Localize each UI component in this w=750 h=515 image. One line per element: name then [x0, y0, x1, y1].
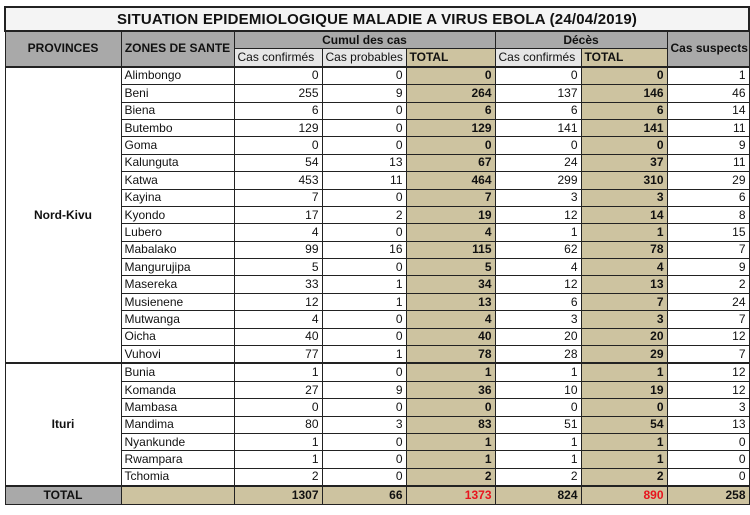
- header-cumul: Cumul des cas: [234, 31, 495, 49]
- cell-cas-suspects: 2: [667, 276, 749, 293]
- zone-name: Mabalako: [121, 241, 234, 258]
- cell-deces-total: 6: [581, 102, 667, 119]
- cell-deces-confirmes: 137: [495, 85, 581, 102]
- cell-cumul-total: 0: [406, 67, 495, 85]
- cell-cas-suspects: 46: [667, 85, 749, 102]
- cell-cumul-total: 2: [406, 468, 495, 486]
- cell-cumul-total: 264: [406, 85, 495, 102]
- cell-cas-suspects: 1: [667, 67, 749, 85]
- cell-cas-suspects: 12: [667, 328, 749, 345]
- province-name: Nord-Kivu: [5, 67, 121, 364]
- cell-cas-confirmes: 129: [234, 119, 322, 136]
- cell-cas-probables: 0: [322, 433, 406, 450]
- cell-cumul-total: 40: [406, 328, 495, 345]
- zone-name: Kyondo: [121, 206, 234, 223]
- cell-cumul-total: 1: [406, 451, 495, 468]
- header-cumul-confirmes: Cas confirmés: [234, 49, 322, 67]
- cell-deces-confirmes: 62: [495, 241, 581, 258]
- header-deces: Décès: [495, 31, 667, 49]
- cell-deces-total: 13: [581, 276, 667, 293]
- cell-cumul-total: 0: [406, 399, 495, 416]
- header-cumul-probables: Cas probables: [322, 49, 406, 67]
- grand-total-suspects: 258: [667, 486, 749, 504]
- cell-cumul-total: 83: [406, 416, 495, 433]
- cell-deces-total: 1: [581, 433, 667, 450]
- cell-cas-probables: 1: [322, 346, 406, 364]
- grand-total-zone: [121, 486, 234, 504]
- cell-deces-confirmes: 1: [495, 433, 581, 450]
- zone-name: Alimbongo: [121, 67, 234, 85]
- zone-name: Beni: [121, 85, 234, 102]
- zone-name: Nyankunde: [121, 433, 234, 450]
- zone-name: Butembo: [121, 119, 234, 136]
- cell-deces-confirmes: 3: [495, 189, 581, 206]
- cell-cumul-total: 0: [406, 137, 495, 154]
- cell-cas-probables: 0: [322, 363, 406, 381]
- zone-name: Mangurujipa: [121, 259, 234, 276]
- header-deces-total: TOTAL: [581, 49, 667, 67]
- cell-cumul-total: 115: [406, 241, 495, 258]
- cell-cas-probables: 0: [322, 451, 406, 468]
- cell-deces-total: 310: [581, 172, 667, 189]
- cell-cumul-total: 129: [406, 119, 495, 136]
- cell-cas-confirmes: 453: [234, 172, 322, 189]
- cell-deces-total: 20: [581, 328, 667, 345]
- cell-cas-confirmes: 80: [234, 416, 322, 433]
- cell-deces-total: 37: [581, 154, 667, 171]
- cell-cas-probables: 0: [322, 399, 406, 416]
- cell-cas-confirmes: 1: [234, 433, 322, 450]
- cell-deces-total: 1: [581, 451, 667, 468]
- cell-cumul-total: 1: [406, 433, 495, 450]
- cell-cas-probables: 0: [322, 119, 406, 136]
- cell-cumul-total: 67: [406, 154, 495, 171]
- cell-cas-suspects: 0: [667, 451, 749, 468]
- cell-cas-probables: 1: [322, 276, 406, 293]
- zone-name: Mandima: [121, 416, 234, 433]
- cell-cas-confirmes: 99: [234, 241, 322, 258]
- cell-cumul-total: 36: [406, 381, 495, 398]
- zone-name: Oicha: [121, 328, 234, 345]
- zone-name: Komanda: [121, 381, 234, 398]
- cell-deces-confirmes: 6: [495, 293, 581, 310]
- cell-cas-probables: 0: [322, 224, 406, 241]
- cell-deces-total: 0: [581, 67, 667, 85]
- cell-deces-total: 0: [581, 399, 667, 416]
- cell-cas-probables: 1: [322, 293, 406, 310]
- cell-cas-suspects: 7: [667, 311, 749, 328]
- cell-cas-confirmes: 5: [234, 259, 322, 276]
- cell-deces-total: 54: [581, 416, 667, 433]
- cell-cumul-total: 34: [406, 276, 495, 293]
- cell-deces-total: 0: [581, 137, 667, 154]
- cell-cas-probables: 13: [322, 154, 406, 171]
- cell-cumul-total: 5: [406, 259, 495, 276]
- grand-total-confirmes: 1307: [234, 486, 322, 504]
- zone-name: Vuhovi: [121, 346, 234, 364]
- cell-cas-suspects: 15: [667, 224, 749, 241]
- cell-cas-suspects: 6: [667, 189, 749, 206]
- cell-deces-confirmes: 24: [495, 154, 581, 171]
- cell-cas-confirmes: 4: [234, 311, 322, 328]
- zone-name: Mambasa: [121, 399, 234, 416]
- zone-name: Tchomia: [121, 468, 234, 486]
- cell-cas-suspects: 7: [667, 241, 749, 258]
- cell-cas-probables: 9: [322, 85, 406, 102]
- cell-cas-suspects: 12: [667, 363, 749, 381]
- cell-cas-probables: 0: [322, 311, 406, 328]
- cell-deces-confirmes: 141: [495, 119, 581, 136]
- cell-cas-suspects: 7: [667, 346, 749, 364]
- cell-cas-confirmes: 27: [234, 381, 322, 398]
- cell-cas-confirmes: 12: [234, 293, 322, 310]
- cell-cas-suspects: 14: [667, 102, 749, 119]
- zone-name: Bunia: [121, 363, 234, 381]
- grand-total-deces: 890: [581, 486, 667, 504]
- cell-cumul-total: 7: [406, 189, 495, 206]
- zone-name: Rwampara: [121, 451, 234, 468]
- ebola-situation-table-container: [4, 6, 748, 505]
- cell-deces-total: 4: [581, 259, 667, 276]
- cell-cas-suspects: 24: [667, 293, 749, 310]
- cell-deces-total: 146: [581, 85, 667, 102]
- grand-total-probables: 66: [322, 486, 406, 504]
- cell-deces-confirmes: 12: [495, 206, 581, 223]
- cell-deces-total: 29: [581, 346, 667, 364]
- cell-cas-confirmes: 7: [234, 189, 322, 206]
- cell-cumul-total: 19: [406, 206, 495, 223]
- zone-name: Mutwanga: [121, 311, 234, 328]
- cell-cas-suspects: 11: [667, 119, 749, 136]
- cell-deces-confirmes: 2: [495, 468, 581, 486]
- cell-deces-confirmes: 10: [495, 381, 581, 398]
- cell-cas-confirmes: 6: [234, 102, 322, 119]
- cell-cas-probables: 0: [322, 67, 406, 85]
- cell-cas-confirmes: 0: [234, 399, 322, 416]
- cell-cas-probables: 0: [322, 328, 406, 345]
- zone-name: Biena: [121, 102, 234, 119]
- cell-deces-confirmes: 1: [495, 451, 581, 468]
- cell-cas-confirmes: 4: [234, 224, 322, 241]
- cell-cas-suspects: 9: [667, 137, 749, 154]
- cell-cas-suspects: 3: [667, 399, 749, 416]
- cell-cas-confirmes: 1: [234, 451, 322, 468]
- cell-cas-confirmes: 0: [234, 67, 322, 85]
- cell-deces-confirmes: 299: [495, 172, 581, 189]
- province-name: Ituri: [5, 363, 121, 486]
- cell-cas-probables: 0: [322, 189, 406, 206]
- cell-cas-confirmes: 255: [234, 85, 322, 102]
- cell-cas-probables: 3: [322, 416, 406, 433]
- ebola-situation-table: [4, 6, 750, 505]
- grand-total-label: TOTAL: [5, 486, 121, 504]
- cell-deces-total: 3: [581, 311, 667, 328]
- cell-cumul-total: 78: [406, 346, 495, 364]
- header-suspects: Cas suspects: [667, 31, 749, 67]
- cell-cas-probables: 16: [322, 241, 406, 258]
- cell-cas-probables: 11: [322, 172, 406, 189]
- cell-deces-total: 3: [581, 189, 667, 206]
- zone-name: Katwa: [121, 172, 234, 189]
- cell-cas-confirmes: 33: [234, 276, 322, 293]
- cell-cas-probables: 9: [322, 381, 406, 398]
- cell-cas-suspects: 11: [667, 154, 749, 171]
- header-zones: ZONES DE SANTE: [121, 31, 234, 67]
- zone-name: Masereka: [121, 276, 234, 293]
- cell-cumul-total: 4: [406, 224, 495, 241]
- grand-total-row: [5, 486, 749, 504]
- cell-deces-confirmes: 28: [495, 346, 581, 364]
- cell-deces-confirmes: 3: [495, 311, 581, 328]
- cell-cas-suspects: 29: [667, 172, 749, 189]
- cell-cas-suspects: 13: [667, 416, 749, 433]
- cell-cas-probables: 2: [322, 206, 406, 223]
- table-body: [5, 67, 749, 486]
- cell-cumul-total: 13: [406, 293, 495, 310]
- cell-deces-total: 141: [581, 119, 667, 136]
- cell-deces-confirmes: 51: [495, 416, 581, 433]
- cell-deces-confirmes: 0: [495, 399, 581, 416]
- cell-deces-total: 1: [581, 224, 667, 241]
- cell-deces-total: 78: [581, 241, 667, 258]
- cell-cas-probables: 0: [322, 259, 406, 276]
- table-row: [5, 67, 749, 85]
- cell-deces-total: 1: [581, 363, 667, 381]
- cell-deces-total: 19: [581, 381, 667, 398]
- zone-name: Goma: [121, 137, 234, 154]
- zone-name: Musienene: [121, 293, 234, 310]
- cell-cumul-total: 464: [406, 172, 495, 189]
- zone-name: Kalunguta: [121, 154, 234, 171]
- cell-cas-suspects: 8: [667, 206, 749, 223]
- cell-cumul-total: 4: [406, 311, 495, 328]
- cell-cas-confirmes: 54: [234, 154, 322, 171]
- header-provinces: PROVINCES: [5, 31, 121, 67]
- cell-cumul-total: 6: [406, 102, 495, 119]
- cell-cas-probables: 0: [322, 137, 406, 154]
- header-cumul-total: TOTAL: [406, 49, 495, 67]
- cell-deces-confirmes: 0: [495, 137, 581, 154]
- grand-total-deces-confirmes: 824: [495, 486, 581, 504]
- zone-name: Lubero: [121, 224, 234, 241]
- zone-name: Kayina: [121, 189, 234, 206]
- cell-deces-total: 7: [581, 293, 667, 310]
- cell-cas-confirmes: 2: [234, 468, 322, 486]
- cell-deces-confirmes: 6: [495, 102, 581, 119]
- cell-cas-confirmes: 17: [234, 206, 322, 223]
- cell-cas-confirmes: 1: [234, 363, 322, 381]
- cell-deces-confirmes: 12: [495, 276, 581, 293]
- cell-cas-confirmes: 40: [234, 328, 322, 345]
- grand-total-cumul: 1373: [406, 486, 495, 504]
- cell-cas-probables: 0: [322, 102, 406, 119]
- cell-deces-total: 2: [581, 468, 667, 486]
- cell-cas-confirmes: 77: [234, 346, 322, 364]
- cell-deces-confirmes: 4: [495, 259, 581, 276]
- cell-cas-suspects: 0: [667, 433, 749, 450]
- cell-deces-total: 14: [581, 206, 667, 223]
- cell-cas-probables: 0: [322, 468, 406, 486]
- cell-deces-confirmes: 1: [495, 363, 581, 381]
- table-title: SITUATION EPIDEMIOLOGIQUE MALADIE A VIRUS EBOLA (24/04/2019): [5, 7, 749, 31]
- cell-cas-suspects: 0: [667, 468, 749, 486]
- header-deces-confirmes: Cas confirmés: [495, 49, 581, 67]
- cell-cas-suspects: 12: [667, 381, 749, 398]
- cell-cas-suspects: 9: [667, 259, 749, 276]
- cell-deces-confirmes: 20: [495, 328, 581, 345]
- table-row: [5, 363, 749, 381]
- cell-cas-confirmes: 0: [234, 137, 322, 154]
- cell-deces-confirmes: 1: [495, 224, 581, 241]
- cell-cumul-total: 1: [406, 363, 495, 381]
- cell-deces-confirmes: 0: [495, 67, 581, 85]
